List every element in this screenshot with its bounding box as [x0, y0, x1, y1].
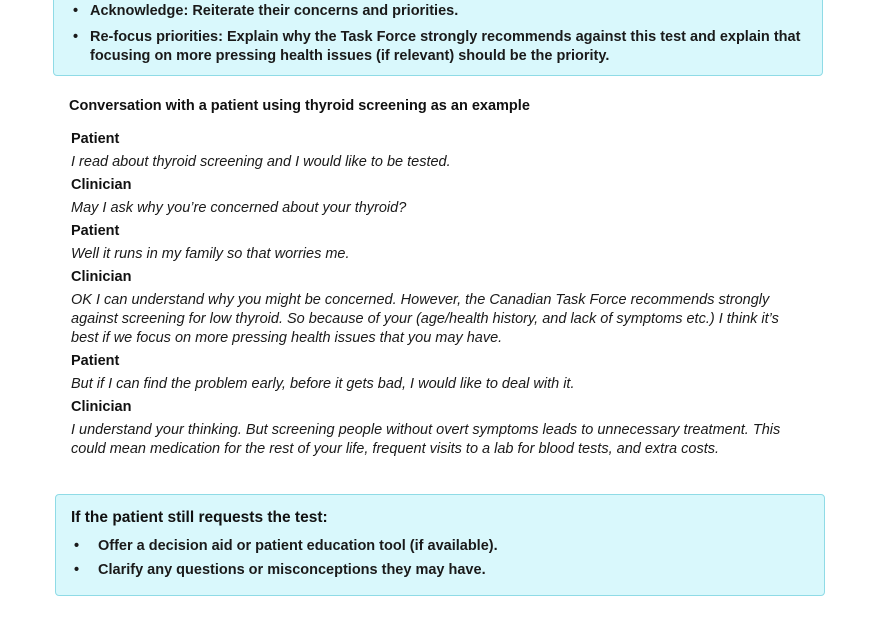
conversation-heading: Conversation with a patient using thyroid screening as an example — [69, 98, 530, 114]
callout-title: If the patient still requests the test: — [71, 509, 328, 526]
still-requests-list — [74, 537, 804, 580]
guidance-item-text: Acknowledge: Reiterate their concerns and priorities. — [90, 3, 459, 19]
still-requests-item-clarify — [74, 561, 804, 580]
dialogue-turn — [71, 222, 801, 264]
utterance-text: I understand your thinking. But screening people without overt symptoms leads to unnecessary treatment. This could mean medication for the rest of your life, frequent visits to a lab for blood tests, and extra costs. — [71, 422, 781, 457]
still-requests-item-decision-aid — [74, 537, 804, 556]
still-requests-item-text: Clarify any questions or misconceptions they may have. — [98, 562, 486, 578]
guidance-item-acknowledge — [73, 2, 803, 21]
utterance-text: OK I can understand why you might be concerned. However, the Canadian Task Force recommends strongly against screening for low thyroid. So because of your (age/health history, and lack of symptoms etc.) I think it’s best if we focus on more pressing health issues that you may have. — [71, 292, 779, 346]
utterance-text: But if I can find the problem early, before it gets bad, I would like to deal with it. — [71, 376, 575, 392]
dialogue-turn — [71, 352, 801, 394]
guidance-list — [73, 2, 803, 66]
dialogue-turn — [71, 398, 801, 459]
speaker-label: Clinician — [71, 399, 132, 415]
guidance-callout-box — [53, 0, 823, 76]
dialogue-turn — [71, 130, 801, 172]
dialogue-turn — [71, 176, 801, 218]
bullet-icon: • — [73, 3, 79, 19]
speaker-label: Patient — [71, 353, 120, 369]
guidance-item-text: Re-focus priorities: Explain why the Task Force strongly recommends against this test and explain that focusing on more pressing health issues (if relevant) should be the priority. — [90, 29, 801, 64]
bullet-icon: • — [74, 538, 80, 554]
speaker-label: Patient — [71, 223, 120, 239]
guidance-item-refocus — [73, 28, 803, 66]
bullet-icon: • — [74, 562, 80, 578]
conversation-dialogue — [71, 130, 801, 463]
still-requests-item-text: Offer a decision aid or patient education tool (if available). — [98, 538, 498, 554]
dialogue-turn — [71, 268, 801, 348]
still-requests-callout-box — [55, 494, 825, 596]
utterance-text: Well it runs in my family so that worries me. — [71, 246, 350, 262]
speaker-label: Clinician — [71, 269, 132, 285]
utterance-text: I read about thyroid screening and I would like to be tested. — [71, 154, 451, 170]
speaker-label: Clinician — [71, 177, 132, 193]
bullet-icon: • — [73, 29, 79, 45]
utterance-text: May I ask why you’re concerned about your thyroid? — [71, 200, 407, 216]
speaker-label: Patient — [71, 131, 120, 147]
